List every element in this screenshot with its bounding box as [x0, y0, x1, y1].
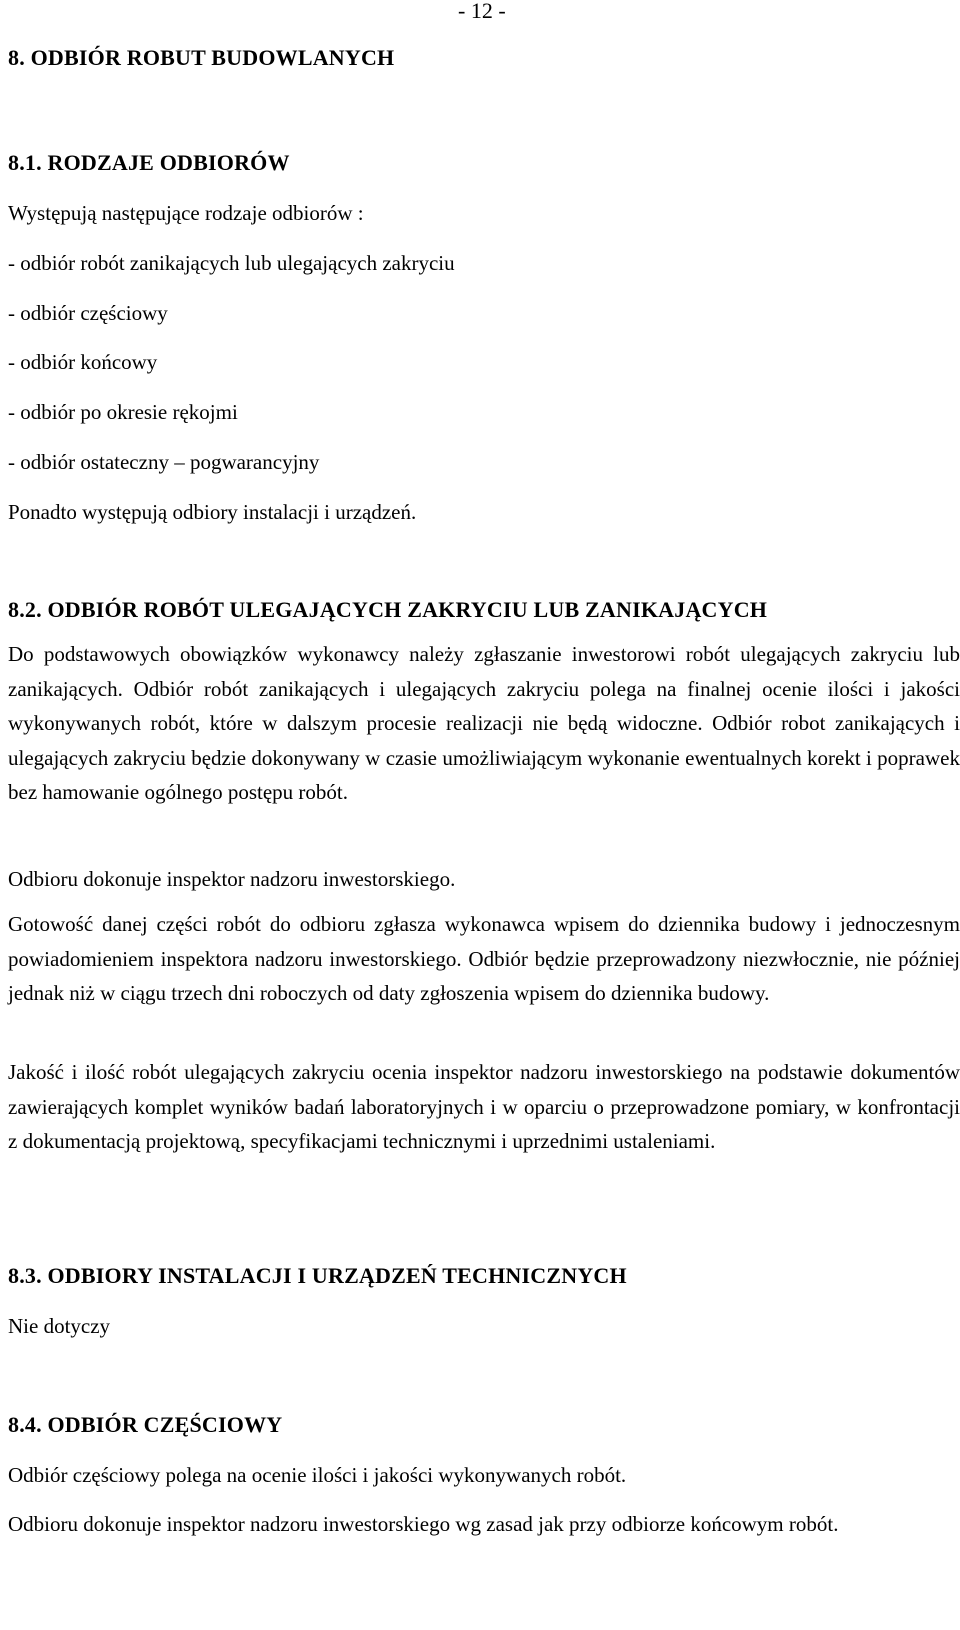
section-8-1-intro: Występują następujące rodzaje odbiorów :: [8, 201, 364, 225]
list-item: - odbiór ostateczny – pogwarancyjny: [8, 450, 320, 474]
list-item: - odbiór końcowy: [8, 350, 158, 374]
section-8-2-paragraph-2: Odbioru dokonuje inspektor nadzoru inwestorskiego.: [8, 867, 456, 891]
list-item: - odbiór robót zanikających lub ulegających zakryciu: [8, 251, 455, 275]
list-item: - odbiór częściowy: [8, 301, 168, 325]
page-number: - 12 -: [458, 0, 506, 23]
chapter-title: 8. ODBIÓR ROBUT BUDOWLANYCH: [8, 45, 395, 70]
section-8-4-paragraph-2: Odbioru dokonuje inspektor nadzoru inwestorskiego wg zasad jak przy odbiorze końcowym robót.: [8, 1512, 839, 1536]
section-8-2-heading: 8.2. ODBIÓR ROBÓT ULEGAJĄCYCH ZAKRYCIU LUB ZANIKAJĄCYCH: [8, 597, 768, 622]
section-8-2-paragraph-1: Do podstawowych obowiązków wykonawcy należy zgłaszanie inwestorowi robót ulegających zakryciu lub zanikających. Odbiór robót zanikających i ulegających zakryciu polega na finalnej ocenie ilości i jakości wykonywanych robót, które w dalszym procesie realizacji nie będą widoczne. Odbiór robot zanikających i ulegających zakryciu będzie dokonywany w czasie umożliwiającym wykonanie ewentualnych korekt i poprawek bez hamowanie ogólnego postępu robót.: [8, 642, 960, 804]
section-8-4-heading: 8.4. ODBIÓR CZĘŚCIOWY: [8, 1412, 283, 1437]
section-8-2-paragraph-4: Jakość i ilość robót ulegających zakryciu ocenia inspektor nadzoru inwestorskiego na podstawie dokumentów zawierających komplet wyników badań laboratoryjnych i w oparciu o przeprowadzone pomiary, w konfrontacji z dokumentacją projektową, specyfikacjami technicznymi i uprzednimi ustaleniami.: [8, 1060, 960, 1153]
list-item: - odbiór po okresie rękojmi: [8, 400, 238, 424]
section-8-1-note: Ponadto występują odbiory instalacji i urządzeń.: [8, 500, 417, 524]
section-8-3-text: Nie dotyczy: [8, 1314, 111, 1338]
section-8-1-heading: 8.1. RODZAJE ODBIORÓW: [8, 150, 290, 175]
document-page: [8, 0, 960, 1630]
section-8-4-paragraph-1: Odbiór częściowy polega na ocenie ilości i jakości wykonywanych robót.: [8, 1463, 627, 1487]
section-8-2-paragraph-3: Gotowość danej części robót do odbioru zgłasza wykonawca wpisem do dziennika budowy i jednoczesnym powiadomieniem inspektora nadzoru inwestorskiego. Odbiór będzie przeprowadzony niezwłocznie, nie później jednak niż w ciągu trzech dni roboczych od daty zgłoszenia wpisem do dziennika budowy.: [8, 912, 960, 1005]
section-8-3-heading: 8.3. ODBIORY INSTALACJI I URZĄDZEŃ TECHNICZNYCH: [8, 1263, 627, 1288]
